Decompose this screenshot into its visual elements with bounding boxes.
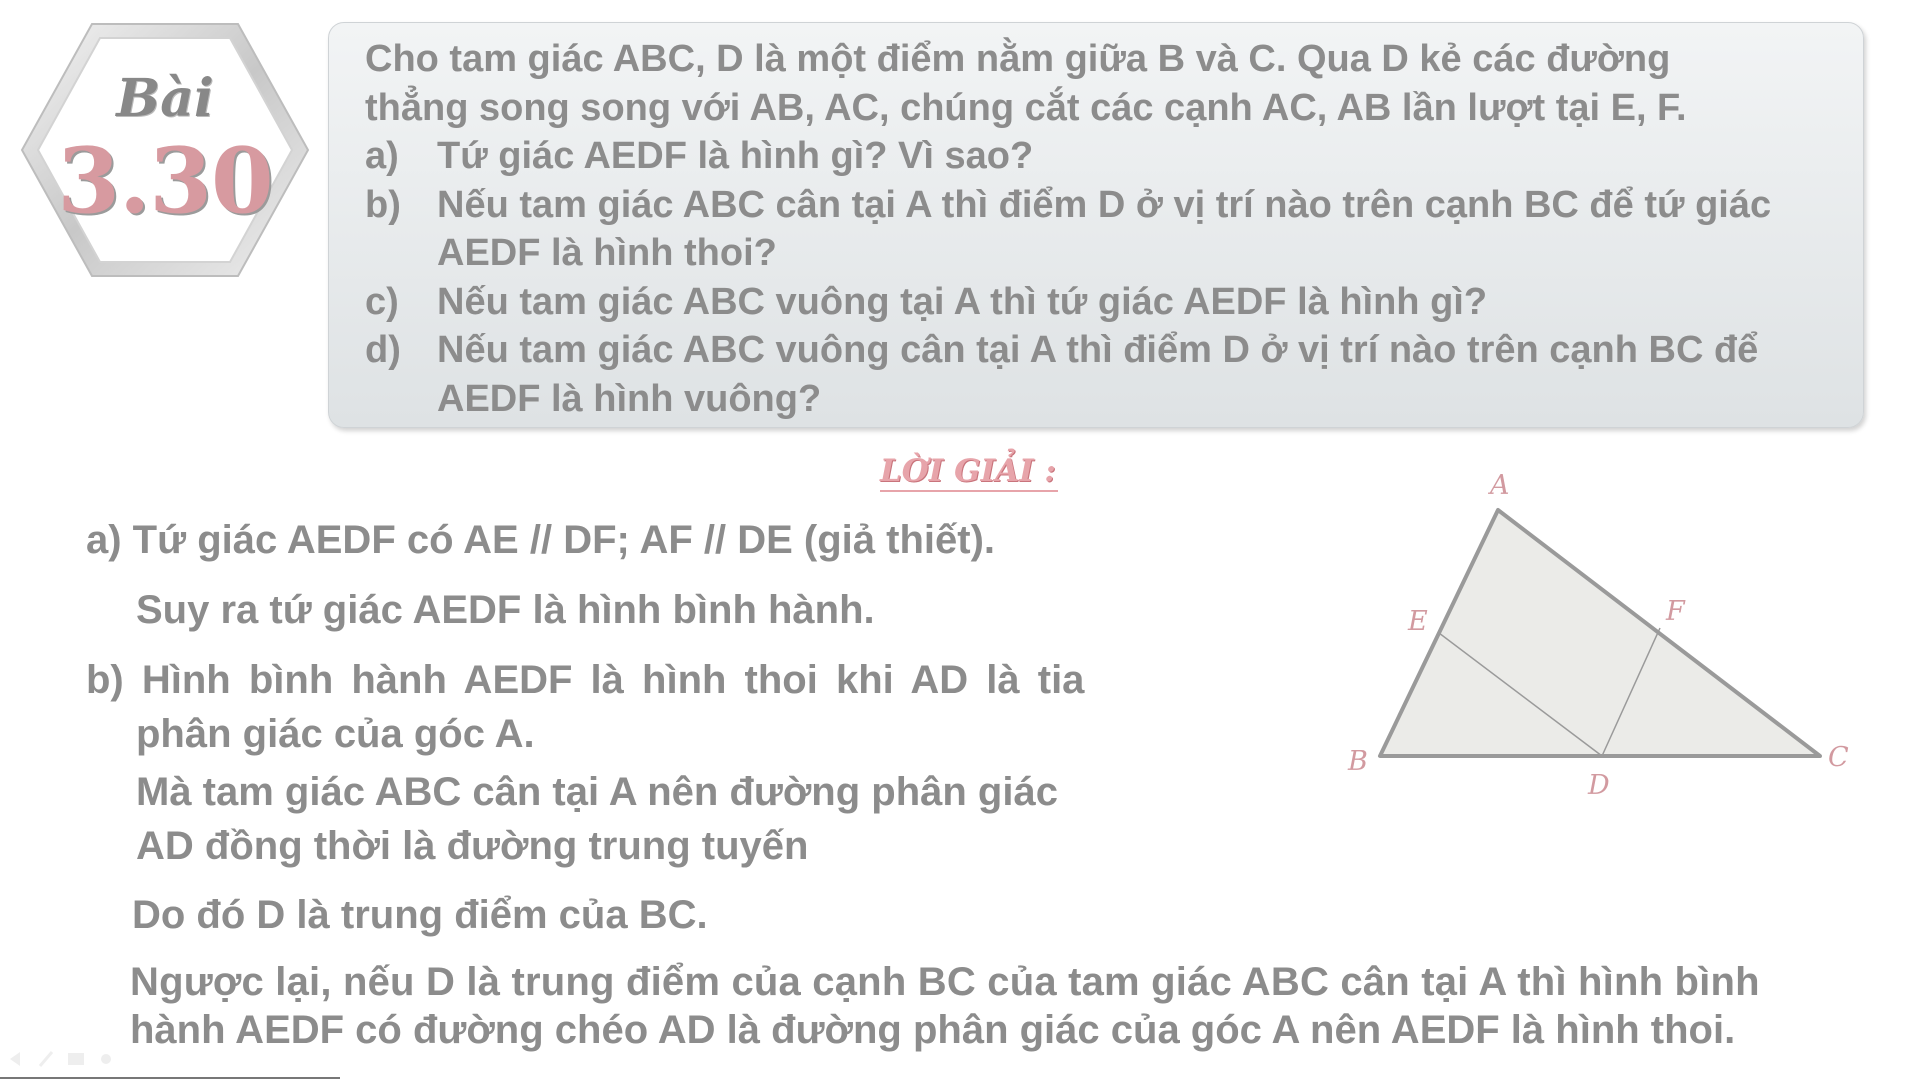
problem-statement-box <box>328 22 1864 428</box>
badge-word: Bài <box>116 68 214 129</box>
slides-grid-icon[interactable] <box>68 1053 84 1065</box>
slide-toolbar <box>6 1048 136 1070</box>
question-c <box>365 278 1833 327</box>
solution-b-line-7: hành AEDF có đường chéo AD là đường phân giác của góc A nên AEDF là hình thoi. <box>130 1008 1736 1052</box>
question-label: c) <box>365 280 399 323</box>
bottom-divider <box>0 1077 340 1079</box>
question-label: d) <box>365 329 401 371</box>
question-b <box>365 181 1833 278</box>
solution-b-line-3: Mà tam giác ABC cân tại A nên đường phân giác <box>136 770 1058 814</box>
question-text: Nếu tam giác ABC cân tại A thì điểm D ở vị trí nào trên cạnh BC để tứ giác AEDF là hình thoi? <box>437 183 1772 274</box>
question-text: Nếu tam giác ABC vuông cân tại A thì điểm D ở vị trí nào trên cạnh BC để AEDF là hình vuông? <box>437 329 1759 420</box>
point-label-e: E <box>1408 606 1428 637</box>
slide-prev-icon[interactable] <box>10 1052 20 1066</box>
solution-b-line-5: Do đó D là trung điểm của BC. <box>132 893 708 937</box>
triangle-figure <box>1340 460 1860 800</box>
point-label-d: D <box>1588 770 1610 800</box>
question-a <box>365 132 1833 181</box>
pen-icon[interactable] <box>40 1052 52 1066</box>
question-text: Tứ giác AEDF là hình gì? Vì sao? <box>437 135 1034 177</box>
point-label-c: C <box>1828 742 1849 773</box>
problem-intro-line-1: Cho tam giác ABC, D là một điểm nằm giữa B và C. Qua D kẻ các đường <box>365 38 1671 80</box>
point-label-a: A <box>1490 470 1510 501</box>
more-options-icon[interactable] <box>101 1054 111 1064</box>
question-d <box>365 326 1833 423</box>
solution-heading: LỜI GIẢI : <box>880 452 1058 492</box>
triangle-abc <box>1380 510 1820 756</box>
problem-intro-line-2: thẳng song song với AB, AC, chúng cắt các cạnh AC, AB lần lượt tại E, F. <box>365 86 1687 129</box>
question-label: b) <box>365 183 401 226</box>
solution-b-line-2: phân giác của góc A. <box>136 712 535 756</box>
solution-b-line-4: AD đồng thời là đường trung tuyến <box>136 824 809 868</box>
triangle-diagram <box>1340 460 1860 800</box>
point-label-f: F <box>1666 596 1685 627</box>
solution-b-line-1: b) Hình bình hành AEDF là hình thoi khi AD là tia <box>86 658 1085 702</box>
point-label-b: B <box>1348 746 1368 777</box>
solution-a-line-2: Suy ra tứ giác AEDF là hình bình hành. <box>136 588 875 632</box>
question-text: Nếu tam giác ABC vuông tại A thì tứ giác AEDF là hình gì? <box>437 280 1488 323</box>
solution-b-line-6: Ngược lại, nếu D là trung điểm của cạnh BC của tam giác ABC cân tại A thì hình bình <box>130 960 1760 1004</box>
solution-a-line-1: a) Tứ giác AEDF có AE // DF; AF // DE (giả thiết). <box>86 518 996 562</box>
exercise-number: 3.30 <box>57 128 273 234</box>
question-label: a) <box>365 135 399 177</box>
exercise-badge <box>20 20 310 280</box>
